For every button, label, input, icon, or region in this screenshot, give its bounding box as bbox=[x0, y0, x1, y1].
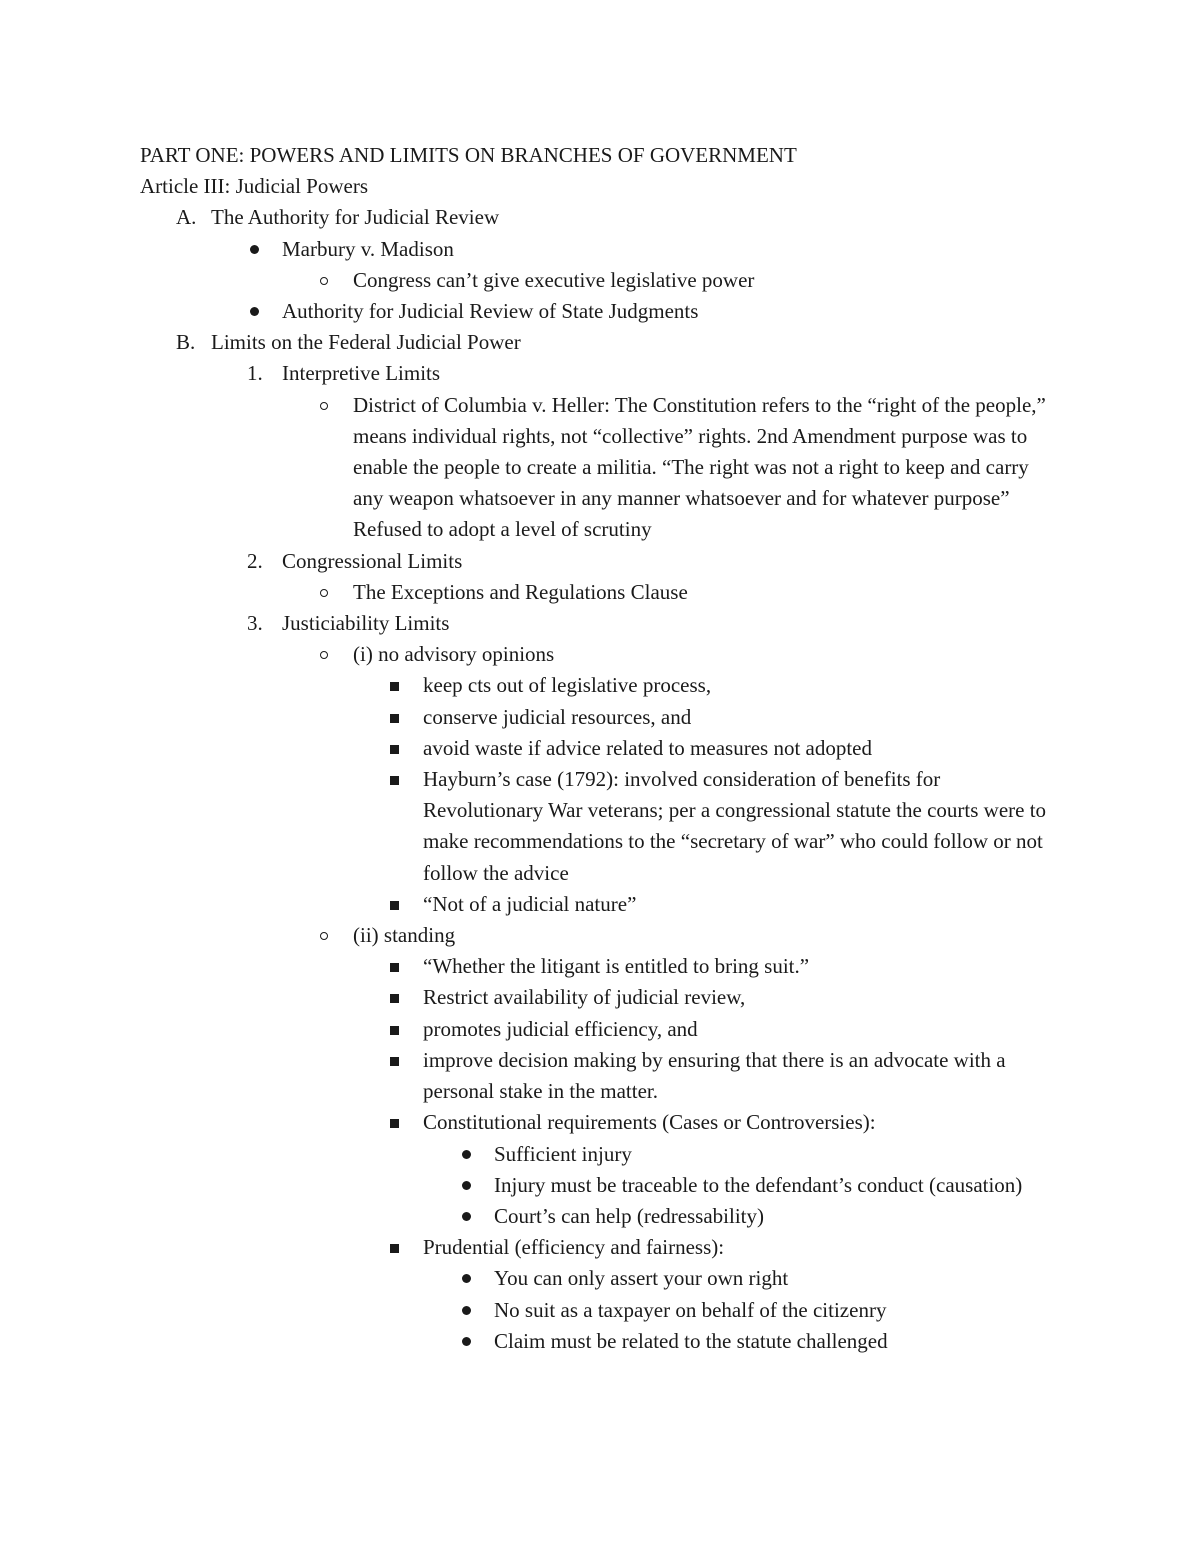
outline-item-1: 1. Interpretive Limits bbox=[140, 358, 1080, 389]
document-page bbox=[140, 140, 1080, 1357]
list-item: Court’s can help (redressability) bbox=[140, 1201, 1080, 1232]
outline-marker: B. bbox=[176, 330, 196, 355]
list-item: conserve judicial resources, and bbox=[140, 702, 1080, 733]
list-item: Hayburn’s case (1792): involved consideration of benefits for Revolutionary War veterans; per a congressional statute the courts were to make recommendations to the “secretary of war” who could follow or not follow the advice bbox=[140, 764, 1058, 889]
bullet-circle-icon bbox=[320, 589, 328, 597]
list-item: “Whether the litigant is entitled to bring suit.” bbox=[140, 951, 1080, 982]
bullet-square-icon bbox=[390, 963, 399, 972]
bullet-disc-icon bbox=[462, 1212, 471, 1221]
outline-item-a: A. The Authority for Judicial Review bbox=[140, 202, 1080, 233]
document-heading: PART ONE: POWERS AND LIMITS ON BRANCHES OF GOVERNMENT bbox=[140, 143, 797, 167]
section-heading: Article III: Judicial Powers bbox=[140, 174, 369, 199]
outline-item-3: 3. Justiciability Limits bbox=[140, 608, 1080, 639]
bullet-circle-icon bbox=[320, 651, 328, 659]
bullet-disc-icon bbox=[250, 307, 259, 316]
list-item: The Exceptions and Regulations Clause bbox=[140, 577, 1080, 608]
bullet-disc-icon bbox=[462, 1274, 471, 1283]
list-item: District of Columbia v. Heller: The Constitution refers to the “right of the people,” means individual rights, not “collective” rights. 2nd Amendment purpose was to enable the people to create a militia. “The right was not a right to keep and carry any weapon whatsoever in any manner whatsoever and for whatever purpose” Refused to adopt a level of scrutiny bbox=[140, 390, 1058, 546]
outline-marker: 2. bbox=[247, 548, 263, 573]
list-item: avoid waste if advice related to measures not adopted bbox=[140, 733, 1080, 764]
outline-marker: 1. bbox=[247, 361, 263, 386]
bullet-square-icon bbox=[390, 1119, 399, 1128]
list-item: Marbury v. Madison bbox=[140, 234, 1080, 265]
bullet-square-icon bbox=[390, 901, 399, 910]
bullet-disc-icon bbox=[462, 1150, 471, 1159]
list-item: Injury must be traceable to the defendant’s conduct (causation) bbox=[140, 1170, 1200, 1201]
bullet-disc-icon bbox=[462, 1181, 471, 1190]
list-item: Authority for Judicial Review of State Judgments bbox=[140, 296, 1080, 327]
bullet-circle-icon bbox=[320, 402, 328, 410]
list-item: Claim must be related to the statute challenged bbox=[140, 1326, 1080, 1357]
bullet-disc-icon bbox=[462, 1337, 471, 1346]
outline-item-b: B. Limits on the Federal Judicial Power bbox=[140, 327, 1080, 358]
bullet-square-icon bbox=[390, 682, 399, 691]
outline-marker: 3. bbox=[247, 611, 263, 636]
bullet-square-icon bbox=[390, 1244, 399, 1253]
bullet-square-icon bbox=[390, 1026, 399, 1035]
list-item: Constitutional requirements (Cases or Controversies): bbox=[140, 1107, 1080, 1138]
outline-item-2: 2. Congressional Limits bbox=[140, 546, 1080, 577]
list-item: Restrict availability of judicial review, bbox=[140, 982, 1080, 1013]
list-item: (i) no advisory opinions bbox=[140, 639, 1080, 670]
bullet-circle-icon bbox=[320, 932, 328, 940]
bullet-square-icon bbox=[390, 714, 399, 723]
bullet-square-icon bbox=[390, 745, 399, 754]
bullet-disc-icon bbox=[462, 1306, 471, 1315]
list-item: promotes judicial efficiency, and bbox=[140, 1014, 1080, 1045]
list-item: keep cts out of legislative process, bbox=[140, 670, 1080, 701]
list-item: Congress can’t give executive legislative power bbox=[140, 265, 1080, 296]
bullet-square-icon bbox=[390, 1057, 399, 1066]
list-item: Prudential (efficiency and fairness): bbox=[140, 1232, 1080, 1263]
bullet-disc-icon bbox=[250, 245, 259, 254]
list-item: improve decision making by ensuring that there is an advocate with a personal stake in the matter. bbox=[140, 1045, 1043, 1107]
list-item: Sufficient injury bbox=[140, 1139, 1080, 1170]
bullet-circle-icon bbox=[320, 277, 328, 285]
list-item: No suit as a taxpayer on behalf of the citizenry bbox=[140, 1295, 1080, 1326]
list-item: (ii) standing bbox=[140, 920, 1080, 951]
outline-marker: A. bbox=[176, 205, 197, 230]
list-item: “Not of a judicial nature” bbox=[140, 889, 1080, 920]
list-item: You can only assert your own right bbox=[140, 1263, 1080, 1294]
bullet-square-icon bbox=[390, 994, 399, 1003]
bullet-square-icon bbox=[390, 776, 399, 785]
